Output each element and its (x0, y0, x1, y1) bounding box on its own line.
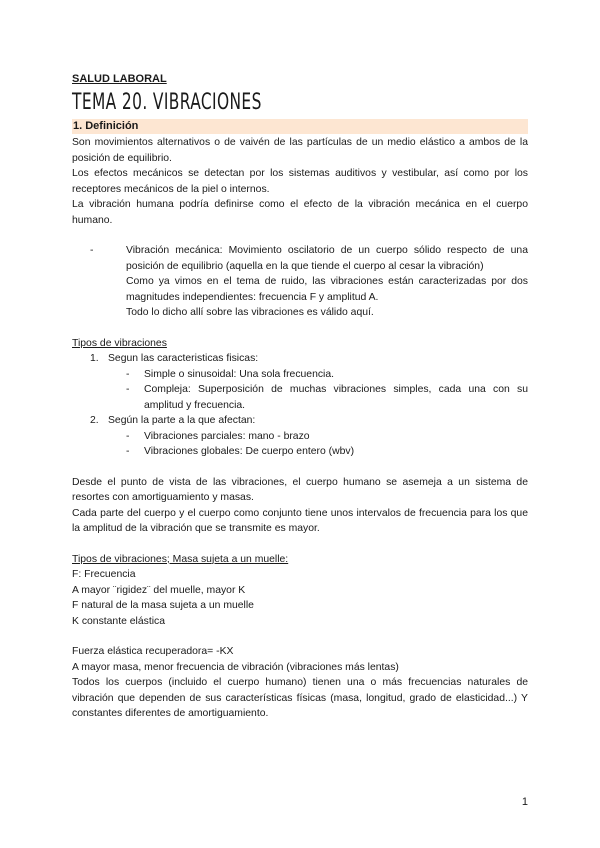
cuerpo-paragraph-2: Cada parte del cuerpo y el cuerpo como conjunto tiene unos intervalos de frecuencia para los que la amplitud de la vibración que se transmite es mayor. (72, 507, 528, 534)
sub-text: Vibraciones globales: De cuerpo entero (wbv) (144, 446, 355, 457)
item-text: Según la parte a la que afectan: (108, 415, 256, 426)
tipos-subitem (72, 429, 528, 445)
muelle-heading: Tipos de vibraciones; Masa sujeta a un muelle: (72, 553, 289, 565)
definicion-paragraph-3: La vibración humana podría definirse como el efecto de la vibración mecánica en el cuerpo humano. (72, 199, 528, 226)
item-text: Segun las caracteristicas fisicas: (108, 353, 259, 364)
bullet-marker: - (90, 245, 94, 256)
subject-label: SALUD LABORAL (72, 73, 167, 85)
sub-text: Simple o sinusoidal: Una sola frecuencia. (144, 368, 335, 380)
page-title: TEMA 20. VIBRACIONES (72, 90, 262, 115)
item-number: 2. (90, 415, 99, 426)
fuerza-paragraph: Todos los cuerpos (incluido el cuerpo humano) tienen una o más frecuencias naturales de vibración que dependen de sus características físicas (masa, longitud, grado de elasticidad...) Y constantes diferentes de amortiguamiento. (72, 677, 528, 719)
muelle-line: F: Frecuencia (72, 569, 136, 580)
sub-text: Compleja: Superposición de muchas vibraciones simples, cada una con su amplitud y frecuencia. (144, 384, 528, 411)
bullet-continuation-2: Todo lo dicho allí sobre las vibraciones es válido aquí. (126, 307, 374, 318)
definicion-paragraph-1: Son movimientos alternativos o de vaivén de las partículas de un medio elástico a ambos de la posición de equilibrio. (72, 137, 528, 164)
muelle-line: K constante elástica (72, 615, 165, 627)
vibracion-mecanica-bullet (90, 243, 528, 274)
tipos-item-1 (72, 351, 528, 367)
bullet-text: Vibración mecánica: Movimiento oscilatorio de un cuerpo sólido respecto de una posición de equilibrio (aquella en la que tiende el cuerpo al cesar la vibración) (126, 245, 528, 272)
fuerza-line-2: A mayor masa, menor frecuencia de vibración (vibraciones más lentas) (72, 661, 399, 673)
tipos-subitem (72, 382, 528, 413)
definicion-paragraph-2: Los efectos mecánicos se detectan por los sistemas auditivos y vestibular, así como por los receptores mecánicos de la piel o internos. (72, 168, 528, 195)
sub-marker: - (126, 368, 130, 380)
tipos-item-2 (72, 413, 528, 429)
sub-marker: - (126, 446, 130, 457)
sub-text: Vibraciones parciales: mano - brazo (144, 430, 310, 442)
item-number: 1. (90, 353, 99, 364)
tipos-heading: Tipos de vibraciones (72, 337, 167, 349)
tipos-subitem (72, 444, 528, 460)
page-number: 1 (521, 796, 528, 808)
page-content (72, 72, 528, 722)
muelle-line: A mayor ¨rigidez¨ del muelle, mayor K (72, 584, 246, 596)
muelle-line: F natural de la masa sujeta a un muelle (72, 600, 254, 611)
cuerpo-paragraph-1: Desde el punto de vista de las vibraciones, el cuerpo humano se asemeja a un sistema de resortes con amortiguamiento y masas. (72, 476, 528, 503)
fuerza-line-1: Fuerza elástica recuperadora= -KX (72, 646, 234, 657)
bullet-continuation-1: Como ya vimos en el tema de ruido, las vibraciones están caracterizadas por dos magnitudes independientes: frecuencia F y amplitud A. (126, 276, 528, 303)
sub-marker: - (126, 430, 130, 442)
section-heading-definicion: 1. Definición (72, 119, 528, 134)
tipos-subitem (72, 367, 528, 383)
sub-marker: - (126, 384, 130, 395)
